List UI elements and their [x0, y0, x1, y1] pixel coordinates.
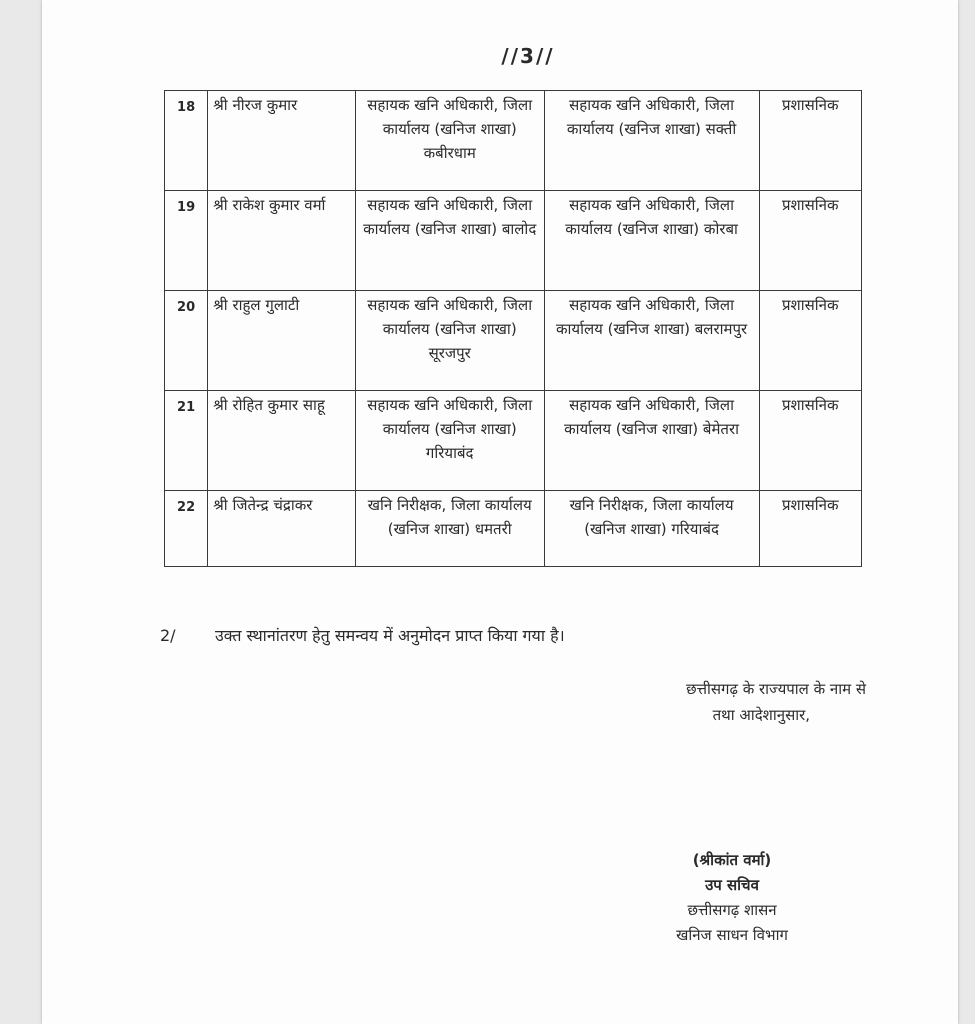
table-row — [165, 391, 862, 491]
new-posting-cell: सहायक खनि अधिकारी, जिला कार्यालय (खनिज शाखा) बलरामपुर — [544, 291, 759, 391]
order-line-2: तथा आदेशानुसार, — [712, 706, 810, 724]
table-row — [165, 291, 862, 391]
serial-number-cell: 19 — [165, 191, 208, 291]
signatory-government: छत्तीसगढ़ शासन — [687, 901, 777, 919]
new-posting-cell: सहायक खनि अधिकारी, जिला कार्यालय (खनिज शाखा) बेमेतरा — [544, 391, 759, 491]
table-row — [165, 491, 862, 567]
table-row — [165, 191, 862, 291]
new-posting-cell: सहायक खनि अधिकारी, जिला कार्यालय (खनिज शाखा) कोरबा — [544, 191, 759, 291]
transfer-type-cell: प्रशासनिक — [759, 91, 861, 191]
paragraph-text: उक्त स्थानांतरण हेतु समन्वय में अनुमोदन प्राप्त किया गया है। — [215, 626, 565, 645]
current-posting-cell: सहायक खनि अधिकारी, जिला कार्यालय (खनिज शाखा) सूरजपुर — [355, 291, 544, 391]
signatory-designation: उप सचिव — [705, 876, 759, 894]
serial-number-cell: 18 — [165, 91, 208, 191]
name-cell: श्री राकेश कुमार वर्मा — [208, 191, 356, 291]
transfer-type-cell: प्रशासनिक — [759, 491, 861, 567]
page-number: //3// — [501, 44, 555, 68]
name-cell: श्री राहुल गुलाटी — [208, 291, 356, 391]
name-cell: श्री रोहित कुमार साहू — [208, 391, 356, 491]
serial-number-cell: 22 — [165, 491, 208, 567]
paragraph-number: 2/ — [160, 626, 176, 645]
transfer-type-cell: प्रशासनिक — [759, 191, 861, 291]
document-page — [42, 0, 958, 1024]
current-posting-cell: खनि निरीक्षक, जिला कार्यालय (खनिज शाखा) धमतरी — [355, 491, 544, 567]
serial-number-cell: 21 — [165, 391, 208, 491]
signature-block — [632, 848, 832, 948]
signatory-department: खनिज साधन विभाग — [676, 926, 788, 944]
new-posting-cell: खनि निरीक्षक, जिला कार्यालय (खनिज शाखा) गरियाबंद — [544, 491, 759, 567]
approval-paragraph — [160, 624, 860, 646]
name-cell: श्री नीरज कुमार — [208, 91, 356, 191]
transfer-type-cell: प्रशासनिक — [759, 391, 861, 491]
new-posting-cell: सहायक खनि अधिकारी, जिला कार्यालय (खनिज शाखा) सक्ती — [544, 91, 759, 191]
order-statement — [506, 676, 866, 728]
name-cell: श्री जितेन्द्र चंद्राकर — [208, 491, 356, 567]
transfer-table — [164, 90, 862, 567]
current-posting-cell: सहायक खनि अधिकारी, जिला कार्यालय (खनिज शाखा) गरियाबंद — [355, 391, 544, 491]
current-posting-cell: सहायक खनि अधिकारी, जिला कार्यालय (खनिज शाखा) कबीरधाम — [355, 91, 544, 191]
current-posting-cell: सहायक खनि अधिकारी, जिला कार्यालय (खनिज शाखा) बालोद — [355, 191, 544, 291]
signatory-name: (श्रीकांत वर्मा) — [692, 851, 772, 869]
table-row — [165, 91, 862, 191]
transfer-type-cell: प्रशासनिक — [759, 291, 861, 391]
order-line-1: छत्तीसगढ़ के राज्यपाल के नाम से — [686, 680, 866, 698]
serial-number-cell: 20 — [165, 291, 208, 391]
